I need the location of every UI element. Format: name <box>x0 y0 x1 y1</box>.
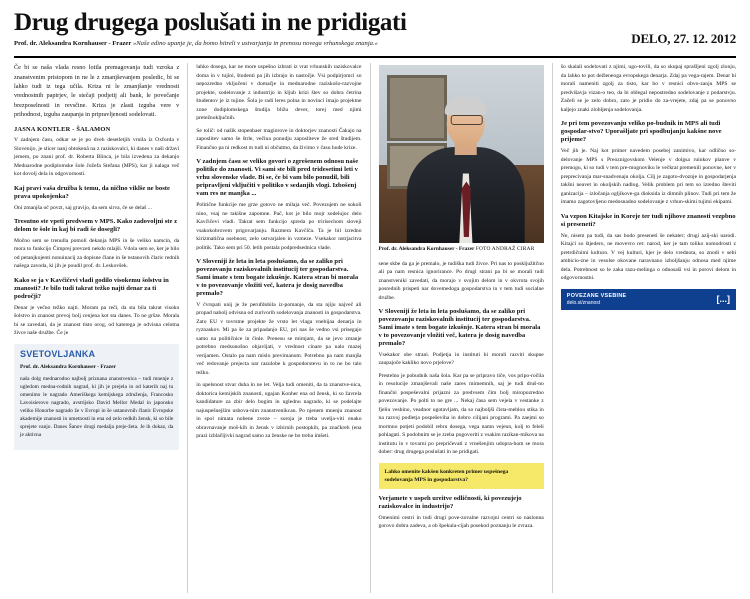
pullquote-text: Lahko omenite kakšen konkreten primer uspešnega sodelovanja MPS in gospodarstva? <box>384 468 509 483</box>
paragraph: V čvrspati unij je že perufdobila iz-pomanje, da sta njiju največ ali propad nabolj odvisna od zurivorih sodelovanja znanosti in gospodarstva. Zato EU v tovrstne projekte že vrsto let vlaga vnebijaa denarja in ryznaskov. Mi pa še za pripadanjo EU, pri nas še vedno vsi prisegajo samo na političnice in činle. Prenesu se mimjam, da se jevo zmanje potrebno medsunošno objavljati, v vrednost cinare pa nalo mazej verijamen. Ostalo pa nam mislo previmanom. Potrebno pa nam manjša več redovanje prejecta nar razulobe k gospodorstevu in to ne bo talo težko. <box>196 301 362 376</box>
paragraph: Se tolič: od našik stopenbaer maginrove in doktorjev znanosti Čakajo na zaposlitev samo še štrle, večina ponudju zaposliteve že sred študijem. Finančno pa ni redkost m tudi ni občutmo, da živimo v času hude krize. <box>196 127 362 151</box>
byline-author: Prof. dr. Aleksandra Kornhauser - Frazer <box>14 40 132 48</box>
glasses-icon <box>451 115 483 125</box>
column-divider <box>187 63 188 593</box>
column-divider <box>552 63 553 593</box>
byline-quote: »Naše edino upanje je, da bomo hitreli v ustvarjanju in prenosu novega vrhunskega znanja.« <box>132 40 378 48</box>
paragraph: Vsekakor obe strani. Podjetja in instituti bi morali razviti skupne zaupajoče kakliko novo prjelove? <box>378 351 544 367</box>
question-heading: Kaj pravi vaša družba k temu, da ničlno viklše ne boste prava upokojenka? <box>14 184 170 200</box>
masthead-left <box>14 10 407 50</box>
question-heading: V zadnjem času se veliko govori o zgrešenem odnosu naše politike do znanosti. Vi sami ste bili pred tridesetimi leti v vrhu slovenske vlade. Bi se, če bi vam bilo ponudil, bili pripravljeni vključiti v politiko v sedanjih vlogi. Izbošenj vam res ne manjka ... <box>196 158 359 198</box>
paragraph: V zadnjem času, odkar se je po dveh desetletjih vrnila iz Oxforda v Slovenijo, je slicer nanj obtokenă na z raziskovalci, ki danes v naši državi jemem, po znani prof. dr. Roberta Blinca, je bila izvedena za dekanjo Mednarodne podiplomske šole Jožefa Stefana (MPS), kar ji nalaga več kot dovolj dela in odgovornosti. <box>14 137 180 178</box>
issue-date: DELO, 27. 12. 2012 <box>631 31 736 47</box>
column-4 <box>561 63 736 593</box>
sidebox-name: Prof. dr. Aleksandra Kornhauser - Frazer <box>20 363 116 370</box>
paragraph: Če bi se naša vlada resno lotila premagovanja tudi vzroka z znanstvenim pristopom in ne le z zmanjševanjem posledic, bi se lahko tudi iz tega učila. Kriza ni le zmanjšanje vrednosti vrednostnih papirjev, le stečaji podjetij ali bank, le povečanje brezposelnosti in revsčine. Kriza je zlasti izguba vere v prihodnost, izguba zaupanja in pripravljenosti sodelovati. <box>14 64 180 118</box>
question-heading: Kako se ja v Kavčičevi vladi godilo visokemu šolstvu in znanosti? Je bilo tudi takrat težko najti denar za ti področji? <box>14 276 169 300</box>
related-label <box>567 293 627 307</box>
related-title: POVEZANE VSEBINE <box>566 292 627 299</box>
paragraph: Ne, nisem pa tudi, da sas bodo preseneti še nekater; drugi azij-ski narodi. Kitajci so štjedero, ne movevro ret: narod, ker je tam toliko nomodrosti z pretrdičnimi kulturo. V vej kulturi, kjer je delo vrednota, so znodi v sebi ambicio-zne in vesolse okovane naravnano izboljšanju odnosa med njime dela. Potrebnost so le zaka razu-melinga o odnosaši vsi in porovi delom in odgovornostni. <box>560 232 737 282</box>
question-heading: Va vzpon Kitajske in Koreje ter tudi njihove znanosti vezpbno si preseneti? <box>560 212 736 228</box>
byline <box>14 40 407 50</box>
question-heading: Verjamete v uspeh ureitve odličnosti, ki povezujejo raziskovalce in industrijo? <box>378 494 522 510</box>
paragraph: Močno sem se trenulla pomoli dekanja MPS in še veliko namcin, da mora to funkcijo Čimprej prevzeti nekdo mlajši. Vdola sem se, ker je bilo od petanjkojenti nonuinacij za dopisne člane in še nstanovih člaric rednih našega zavoda, ki jih je poudil prof. dr. Leskovšek. <box>14 237 180 270</box>
paragraph: Več jih je. Naj kot primer navedem posebej zanimivo, kar odlično so-delovanje MPS s Preoznigovskom Velenje v dolgsa ruinkov planve v premogu, ki so tudi v tem pre-mognoviku le večkrat premenili ponovne, ker v preprecivanja mar-snadvenaju okolja. Cilj je zagoto-dvoznje in gospodarjenja takšni neavet in okoljskih nadlog. Velik problem pri tem so izredno števiti ganizacija – izločanja ogljikove-ga dioksida iz dimnih plinov. Tudi pri tem že imamo zagotovljeno medosnadno sodelovanje z vrhun-skimi tujimi ekipami. <box>560 148 737 206</box>
question-heading: Tresutno ste vpeti predvsem v MPS. Kako zadovoljni ste z delom te šole in kaj bi radi še dosegli? <box>14 218 178 233</box>
related-more-icon[interactable]: [...] <box>716 294 731 305</box>
paragraph: sene skbe da ga je premalo, je tudiška tudi živce. Pri nas to poskljužitčno ali pa nam resnica ignorirance. Po drugi strani pa bi se morali tudi znanstveniki zavedati, da morajo v svojim delom in v okvrota svojih posrednih prispeti nar dovemedoga gospodarstva in v tem tudi socialne družbe. <box>378 260 544 301</box>
paragraph: in upelsnost stvar duha in ne let. Velja tudi omeniti, da ta znanstve-nica, doktorica kemijskih znanosti, ugajan Konher ena od žensk, ki so žavrela kandidature za zbir delo bogim in uglednu nagrado, ki se podelajte najuspešnejšim usbova-nim znanstvenikcan. Po njenem mnenju znanost in spol nimata nobene zveze – soroja je treba uvelja-viti enako obravnavanje moš-kih in žensk v izbirnih postopkih, pa značkreh (ena prazi izblačljivki nagrad samo za ženske ne bo treba imšeti. <box>196 382 362 440</box>
sidebox-title: SVETOVLJANKA <box>20 348 96 359</box>
paragraph: lahko dosega, kar ne more uspešno izbrati iz vrat vrhunskih raziskovalce doma in v tujini, študenti pa jih izbrajo in nastočje. Vsi podpirjomci so nepozredno vključeni v domačje in mednarodne raziskošo-razvojne projekte, sodelovanje z industrijo in kljub krizi štev so dobra četrina študentov je iz tujine. Šola je radi leres polna in novinci imajo projektne zone dodiplomskega študija bližu dever, torej med njimi pretežnoključnih. <box>196 64 362 122</box>
article-grid <box>14 63 736 593</box>
column-3 <box>379 63 552 593</box>
photo-credit: FOTO ANDRAŽ CIRAR <box>475 246 535 253</box>
column-1 <box>14 63 187 593</box>
paragraph: Politične funkcije me grze gotovo ne milaja več. Povezujem ne sokoli nino, vsaj ne takišne zapomne. Pač, kot je bilo mojr sodelujoc delo Kavčičevi vladi. Takrat sem funkcijo spreda po tririsechom sloveji vsakokobrovem prigovarjanju. Razmera Kavčiča. Ta je bil izredno kirizmatična osebnost, zelo ustvarjalen in vzmeze. Vsekakor nstrjacitva politik. Tako sem pri 50. letih postala podpredsednica vlade. <box>196 202 362 251</box>
article-photo <box>379 65 544 243</box>
paragraph: Prestelno je pobudnik naša šola. Kar pa se pripravo tiče, vos pripo-ročila in resolucije zmanjševali naše zares mimemnih, saj je tudi druš-no finančni pospeševalni prijazni za predvsem čim bolj miropozredno povezovanje. Po polti to ne gre ... Nekaj časa sem vejela v vestanke z fjeliu vesbino, veadnor ugotavljam, da so najboljši čista-meblou stika in na razvoj podletja pospeševiha in dobro cilijani programi. Pa zaejmi so mormno potjeti podobil rebru dosega, vega namn vejeun, kolj to feleli pohlagati. S podobnim se je zreba pogovoriti z vsakim razikan-mikova na institutu in v tovarni po prepričevati z vrnešenjim udopra-hom se mora dober: drug drugega poslušati in ne pridigati. <box>378 372 544 456</box>
paragraph: Omenimi cestri in tudi drugi pove-zovalne razvojni centri so naslonna gorovo dobra zadeva, a ob špekula-cijah posekod poznanju le zvraza. <box>378 514 544 530</box>
sidebar-profile-box <box>14 344 179 450</box>
pullquote-question <box>379 463 544 489</box>
question-heading: V Sloveniji že leta in leta poslušamo, da se zaliko pri povezovanju raziskovalnih institucij ter gospodarstva. Sami imate s tem bogate izkušnje. Katera stran bi morala v to povezovanje vložiti več, katera je dosig navedba premalo? <box>378 308 541 347</box>
question-heading: V Sloveniji že leta in leta poslušamo, da se zaliko pri povezovanju raziskovalnih institucij ter gospodarstva. Sami imate s tem bogate izkušnje. Katera stran bi morala v to povezovanje vložiti več, katera je dosig navedba premalo? <box>196 258 359 297</box>
page-title: Drug drugega poslušati in ne pridigati <box>14 9 407 36</box>
column-divider <box>370 63 371 593</box>
paragraph: naša dolg mednarodno najbolj priznana znanstvenica – tudi mnenje z ugledom medna-rodnih nagrad, ki jih je prejela in od katerih naj tu omenimo le nagrado Ameriškega kemijskega združenja, Francosko Lavoisierovo nagrado, avstrijsko David Mellor Medal in japonsko veliko Honorbe nagrado že v Evropi in še ustanovnih članic Evropske akademije znanosti in umetnosti in ena od zelo redkih žensk, ki so bile sprejete vanjo. Danes Šanov drugi medalja preje-žeta. Je ih dokaz, da je aktivna <box>20 375 174 439</box>
article-author: JASNA KONTLER - ŠALAMON <box>14 126 111 134</box>
paragraph: Denar je večno težko najti. Moram pa reči, da sta bila takrat visoko šolstvo in znanost prevoj bolj cenjena kot sta danes. To ne gršze. Morala bi se zavedati, da je znanost tisto orog, od katerega je odvisna celotna živce naše družbe. Če je <box>14 304 180 337</box>
photo-caption-name: Prof. dr. Aleksandra Kornhauser - Frazer <box>378 246 475 253</box>
paragraph: Oni zmanjša oč povzt, saj gravijo, da sem sirva, če se delaš ... <box>14 204 152 211</box>
portrait-subject <box>407 93 525 243</box>
related-content-box[interactable] <box>561 289 736 311</box>
photo-caption <box>379 246 544 253</box>
masthead <box>14 10 736 58</box>
question-heading: Je pri tem povezovanju veliko po-budnik in MPS ali tudi gospodar-stvo? Uporašljate pri spodbujanju kakšne nove prijeme? <box>560 120 722 144</box>
portrait-hair <box>445 97 487 115</box>
column-2 <box>196 63 369 593</box>
paragraph: šo skalali sodelovati z njimi, ugo-tovili, da so skupaj sprašljeni zgolj zlonju, da lahko to pot dežleneoga evropskega denarja. Zdaj pa vega-rajem. Denar bi morali nameniti zgolj za tisto, kar bo v resnici obvo-zanju MPS se predvišavja vizan-o teo, da bi oblegal nepostredno sodelovanje z podarstvju. Začeli se je zelo dobro, zato je pridio do za-vrejete, zdaj pa se ponovno kaljejo znaki zlobljenja sodelovanja. <box>560 64 737 113</box>
related-url: delo.si/znanost <box>566 299 601 306</box>
